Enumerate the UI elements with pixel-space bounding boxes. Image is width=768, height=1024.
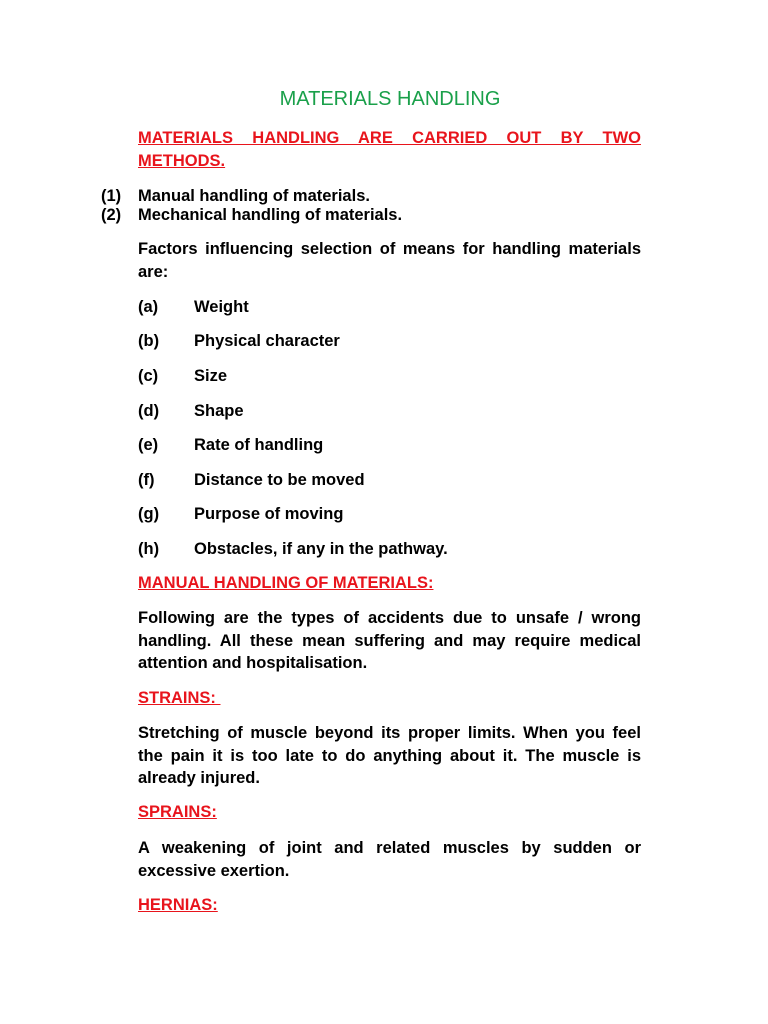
factor-item: [138, 400, 641, 422]
manual-handling-text: Following are the types of accidents due to unsafe / wrong handling. All these mean suffering and may require medical attention and hospitalisation.: [138, 609, 641, 672]
factor-text: Obstacles, if any in the pathway.: [194, 540, 448, 558]
hernias-heading: HERNIAS:: [138, 896, 218, 914]
methods-heading: MATERIALS HANDLING ARE CARRIED OUT BY TWO METHODS.: [138, 129, 641, 170]
factor-label: (c): [138, 367, 159, 385]
factor-item: [138, 538, 641, 560]
method-text: Mechanical handling of materials.: [138, 206, 403, 224]
factor-label: (d): [138, 402, 160, 420]
factor-label: (f): [138, 471, 155, 489]
factor-item: [138, 503, 641, 525]
manual-handling-heading: MANUAL HANDLING OF MATERIALS:: [138, 574, 434, 592]
method-text: Manual handling of materials.: [138, 187, 370, 205]
factor-text: Shape: [194, 402, 244, 420]
factor-text: Physical character: [194, 332, 340, 350]
factor-text: Rate of handling: [194, 436, 324, 454]
factor-label: (h): [138, 540, 160, 558]
factor-item: [138, 330, 641, 352]
factor-label: (a): [138, 298, 159, 316]
factor-item: [138, 296, 641, 318]
method-number: (1): [101, 187, 122, 205]
factor-text: Distance to be moved: [194, 471, 365, 489]
factor-label: (g): [138, 505, 160, 523]
sprains-text: A weakening of joint and related muscles by sudden or excessive exertion.: [138, 839, 641, 880]
strains-text: Stretching of muscle beyond its proper limits. When you feel the pain it is too late to do anything about it. The muscle is already injured.: [138, 724, 641, 787]
factor-label: (b): [138, 332, 160, 350]
strains-heading: STRAINS:: [138, 689, 221, 707]
factor-item: [138, 469, 641, 491]
factors-intro: Factors influencing selection of means for handling materials are:: [138, 240, 641, 281]
factor-text: Size: [194, 367, 228, 385]
factor-text: Weight: [194, 298, 249, 316]
factor-text: Purpose of moving: [194, 505, 344, 523]
factor-item: [138, 434, 641, 456]
method-number: (2): [101, 206, 122, 224]
method-item: [101, 204, 641, 226]
factor-item: [138, 365, 641, 387]
sprains-heading: SPRAINS:: [138, 803, 217, 821]
page-title: MATERIALS HANDLING: [279, 88, 501, 110]
factor-label: (e): [138, 436, 159, 454]
